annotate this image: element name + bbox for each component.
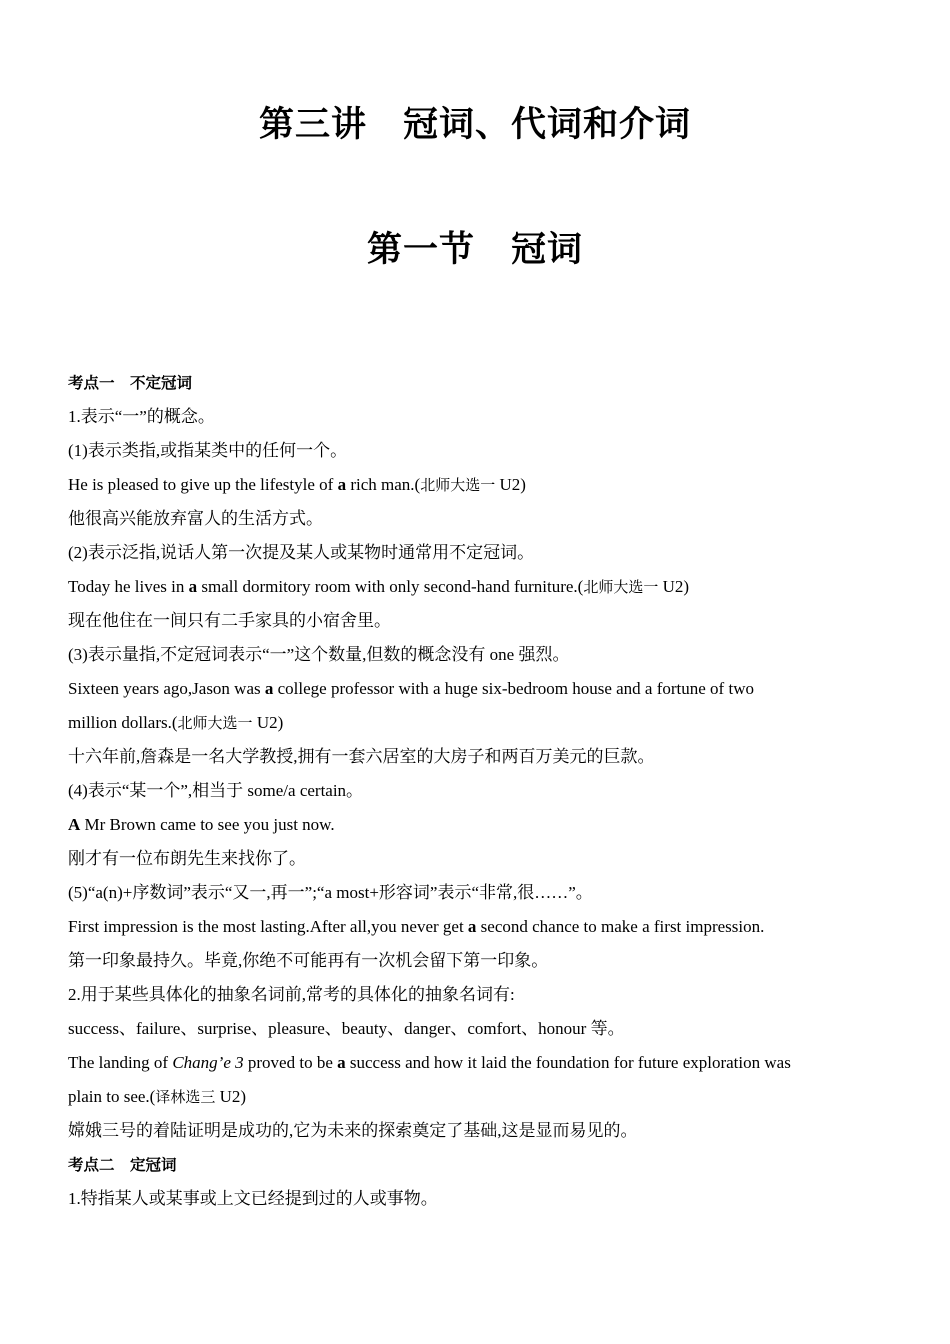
article-highlight: a bbox=[337, 1053, 346, 1072]
example-5-translation: 第一印象最持久。毕竟,你绝不可能再有一次机会留下第一印象。 bbox=[68, 951, 549, 970]
example-text: second chance to make a first impression. bbox=[476, 917, 765, 936]
topic-heading-2: 考点二 定冠词 bbox=[68, 1156, 177, 1174]
topic-heading-1: 考点一 不定冠词 bbox=[68, 374, 193, 392]
example-3-translation: 十六年前,詹森是一名大学教授,拥有一套六居室的大房子和两百万美元的巨款。 bbox=[68, 747, 655, 766]
example-text: The landing of bbox=[68, 1053, 173, 1072]
point-1-4: (4)表示“某一个”,相当于 some/a certain。 bbox=[68, 781, 364, 800]
source-unit: U2) bbox=[252, 713, 284, 732]
source-ref: 北师大选一 bbox=[583, 578, 659, 596]
example-text: Mr Brown came to see you just now. bbox=[80, 815, 335, 834]
example-1 bbox=[68, 468, 888, 502]
example-6-translation: 嫦娥三号的着陆证明是成功的,它为未来的探索奠定了基础,这是显而易见的。 bbox=[68, 1121, 638, 1140]
source-ref: 译林选三 bbox=[155, 1088, 216, 1106]
article-highlight: a bbox=[264, 679, 274, 698]
example-2-translation: 现在他住在一间只有二手家具的小宿舍里。 bbox=[68, 611, 391, 630]
example-4 bbox=[68, 808, 888, 842]
source-ref: 北师大选一 bbox=[177, 714, 253, 732]
source-unit: U2) bbox=[658, 577, 690, 596]
example-text: proved to be bbox=[243, 1053, 338, 1072]
example-6 bbox=[68, 1046, 888, 1080]
point-2: 2.用于某些具体化的抽象名词前,常考的具体化的抽象名词有: bbox=[68, 985, 515, 1004]
example-2 bbox=[68, 570, 888, 604]
example-3 bbox=[68, 672, 888, 706]
example-text: Sixteen years ago,Jason was bbox=[68, 679, 265, 698]
abstract-noun-list: success、failure、surprise、pleasure、beauty、danger、comfort、honour 等。 bbox=[68, 1019, 625, 1038]
example-5 bbox=[68, 910, 888, 944]
example-6-cont bbox=[68, 1080, 888, 1114]
point-1-5: (5)“a(n)+序数词”表示“又一,再一”;“a most+形容词”表示“非常,很……”。 bbox=[68, 883, 593, 902]
example-4-translation: 刚才有一位布朗先生来找你了。 bbox=[68, 849, 306, 868]
source-unit: U2) bbox=[495, 475, 526, 494]
example-text: rich man.( bbox=[346, 475, 421, 494]
example-1-translation: 他很高兴能放弃富人的生活方式。 bbox=[68, 509, 323, 528]
example-text: small dormitory room with only second-hand furniture.( bbox=[197, 577, 584, 596]
point-1-1: (1)表示类指,或指某类中的任何一个。 bbox=[68, 441, 348, 460]
italic-name: Chang’e 3 bbox=[172, 1053, 244, 1072]
article-highlight: a bbox=[188, 577, 198, 596]
example-text: First impression is the most lasting.After all,you never get bbox=[68, 917, 468, 936]
source-unit: U2) bbox=[215, 1087, 247, 1106]
example-text: He is pleased to give up the lifestyle of bbox=[68, 475, 338, 494]
article-highlight: A bbox=[68, 815, 81, 834]
example-3-cont bbox=[68, 706, 888, 740]
point-1-3: (3)表示量指,不定冠词表示“一”这个数量,但数的概念没有 one 强烈。 bbox=[68, 645, 570, 664]
point-2-1: 1.特指某人或某事或上文已经提到过的人或事物。 bbox=[68, 1189, 438, 1208]
example-text: success and how it laid the foundation for future exploration was bbox=[345, 1053, 791, 1072]
example-text: college professor with a huge six-bedroom house and a fortune of two bbox=[273, 679, 754, 698]
example-text: plain to see.( bbox=[68, 1087, 156, 1106]
section-title: 第一节 冠词 bbox=[366, 230, 583, 270]
point-1-2: (2)表示泛指,说话人第一次提及某人或某物时通常用不定冠词。 bbox=[68, 543, 535, 562]
article-highlight: a bbox=[467, 917, 477, 936]
document-body bbox=[68, 366, 888, 1216]
page-title: 第三讲 冠词、代词和介词 bbox=[258, 105, 691, 145]
example-text: Today he lives in bbox=[68, 577, 189, 596]
source-ref: 北师大选一 bbox=[420, 476, 496, 494]
point-1: 1.表示“一”的概念。 bbox=[68, 407, 215, 426]
example-text: million dollars.( bbox=[68, 713, 178, 732]
article-highlight: a bbox=[337, 475, 347, 494]
